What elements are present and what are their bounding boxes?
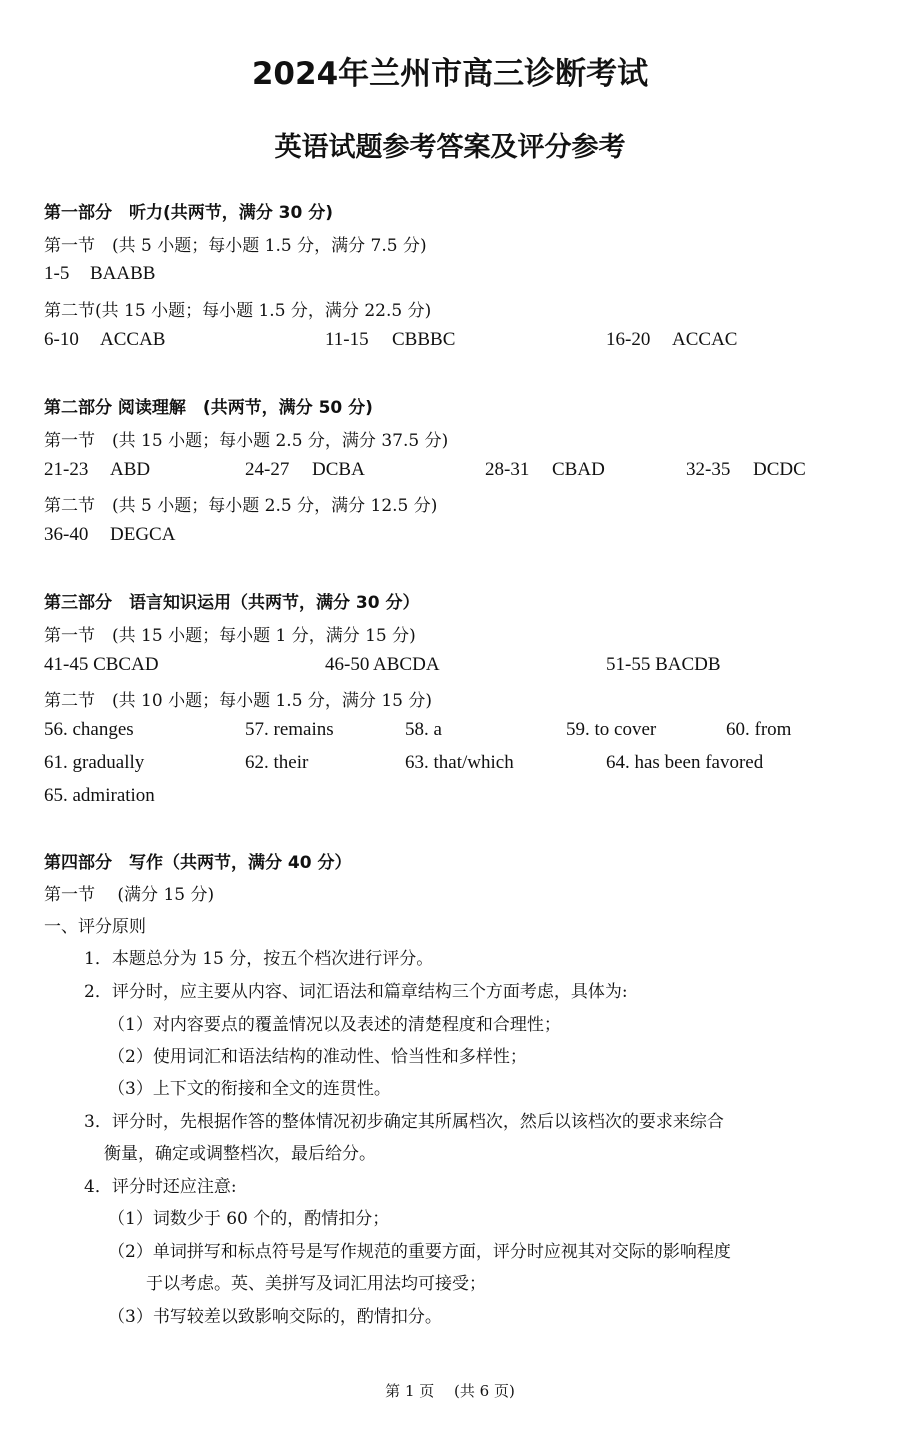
part3-section2: 第二节 (共 10 小题；每小题 1.5 分，满分 15 分) [44, 691, 432, 711]
part2-section2: 第二节 (共 5 小题；每小题 2.5 分，满分 12.5 分) [44, 496, 438, 516]
part2-heading: 第二部分 阅读理解 (共两节，满分 50 分) [44, 398, 373, 418]
document-subtitle: 英语试题参考答案及评分参考 [274, 132, 626, 163]
answer-letters: DEGCA [110, 524, 176, 545]
scoring-subrule: （2）使用词汇和语法结构的准动性、恰当性和多样性； [108, 1047, 527, 1067]
fill-answer: 61. gradually [44, 752, 145, 773]
answer-range: 11-15 [325, 329, 369, 350]
fill-answer: 64. has been favored [606, 752, 764, 773]
scoring-subrule: （1）词数少于 60 个的，酌情扣分； [108, 1209, 390, 1229]
scoring-rule-continued: 衡量，确定或调整档次，最后给分。 [104, 1144, 376, 1164]
scoring-subrule: （2）单词拼写和标点符号是写作规范的重要方面，评分时应视其对交际的影响程度 [108, 1242, 731, 1262]
part1-section2: 第二节(共 15 小题；每小题 1.5 分，满分 22.5 分) [44, 301, 432, 321]
page-number: 第 1 页 (共 6 页) [385, 1382, 515, 1400]
answer-range: 28-31 [485, 459, 530, 480]
fill-answer: 58. a [405, 719, 442, 740]
answer-range: 24-27 [245, 459, 290, 480]
answer-letters: BAABB [90, 263, 156, 284]
fill-answer: 63. that/which [405, 752, 514, 773]
scoring-subrule: （1）对内容要点的覆盖情况以及表述的清楚程度和合理性； [108, 1015, 561, 1035]
answer-letters: CBAD [552, 459, 605, 480]
answer-range: 6-10 [44, 329, 79, 350]
answer-letters: ACCAC [672, 329, 738, 350]
part4-heading: 第四部分 写作（共两节，满分 40 分） [44, 853, 352, 873]
answer-letters: CBBBC [392, 329, 456, 350]
fill-answer: 60. from [726, 719, 792, 740]
answer-letters: ACCAB [100, 329, 166, 350]
scoring-rule: 4．评分时还应注意: [84, 1177, 237, 1197]
answer-range: 21-23 [44, 459, 89, 480]
scoring-rule: 1．本题总分为 15 分，按五个档次进行评分。 [84, 949, 434, 969]
scoring-subrule: （3）书写较差以致影响交际的，酌情扣分。 [108, 1307, 442, 1327]
part1-section1: 第一节 (共 5 小题；每小题 1.5 分，满分 7.5 分) [44, 236, 427, 256]
answer-letters: DCDC [753, 459, 806, 480]
answer-letters: DCBA [312, 459, 365, 480]
scoring-subrule: （3）上下文的衔接和全文的连贯性。 [108, 1079, 391, 1099]
scoring-principle-heading: 一、评分原则 [44, 917, 146, 937]
part1-heading: 第一部分 听力(共两节，满分 30 分) [44, 203, 334, 223]
answer-range: 1-5 [44, 263, 70, 284]
answer-group: 46-50 ABCDA [325, 654, 440, 675]
document-title: 2024年兰州市高三诊断考试 [251, 56, 649, 92]
answer-group: 41-45 CBCAD [44, 654, 159, 675]
fill-answer: 56. changes [44, 719, 134, 740]
part4-section1: 第一节 (满分 15 分) [44, 885, 215, 905]
answer-range: 16-20 [606, 329, 651, 350]
scoring-rule: 2．评分时，应主要从内容、词汇语法和篇章结构三个方面考虑，具体为: [84, 982, 628, 1002]
answer-range: 32-35 [686, 459, 731, 480]
answer-range: 36-40 [44, 524, 89, 545]
fill-answer: 65. admiration [44, 785, 155, 806]
fill-answer: 57. remains [245, 719, 334, 740]
answer-group: 51-55 BACDB [606, 654, 721, 675]
scoring-rule: 3．评分时，先根据作答的整体情况初步确定其所属档次，然后以该档次的要求来综合 [84, 1112, 724, 1132]
fill-answer: 59. to cover [566, 719, 657, 740]
part3-section1: 第一节 (共 15 小题；每小题 1 分，满分 15 分) [44, 626, 416, 646]
part2-section1: 第一节 (共 15 小题；每小题 2.5 分，满分 37.5 分) [44, 431, 449, 451]
fill-answer: 62. their [245, 752, 309, 773]
part3-heading: 第三部分 语言知识运用（共两节，满分 30 分） [44, 593, 420, 613]
answer-letters: ABD [110, 459, 151, 480]
scoring-subrule-continued: 于以考虑。英、美拼写及词汇用法均可接受； [146, 1274, 486, 1294]
